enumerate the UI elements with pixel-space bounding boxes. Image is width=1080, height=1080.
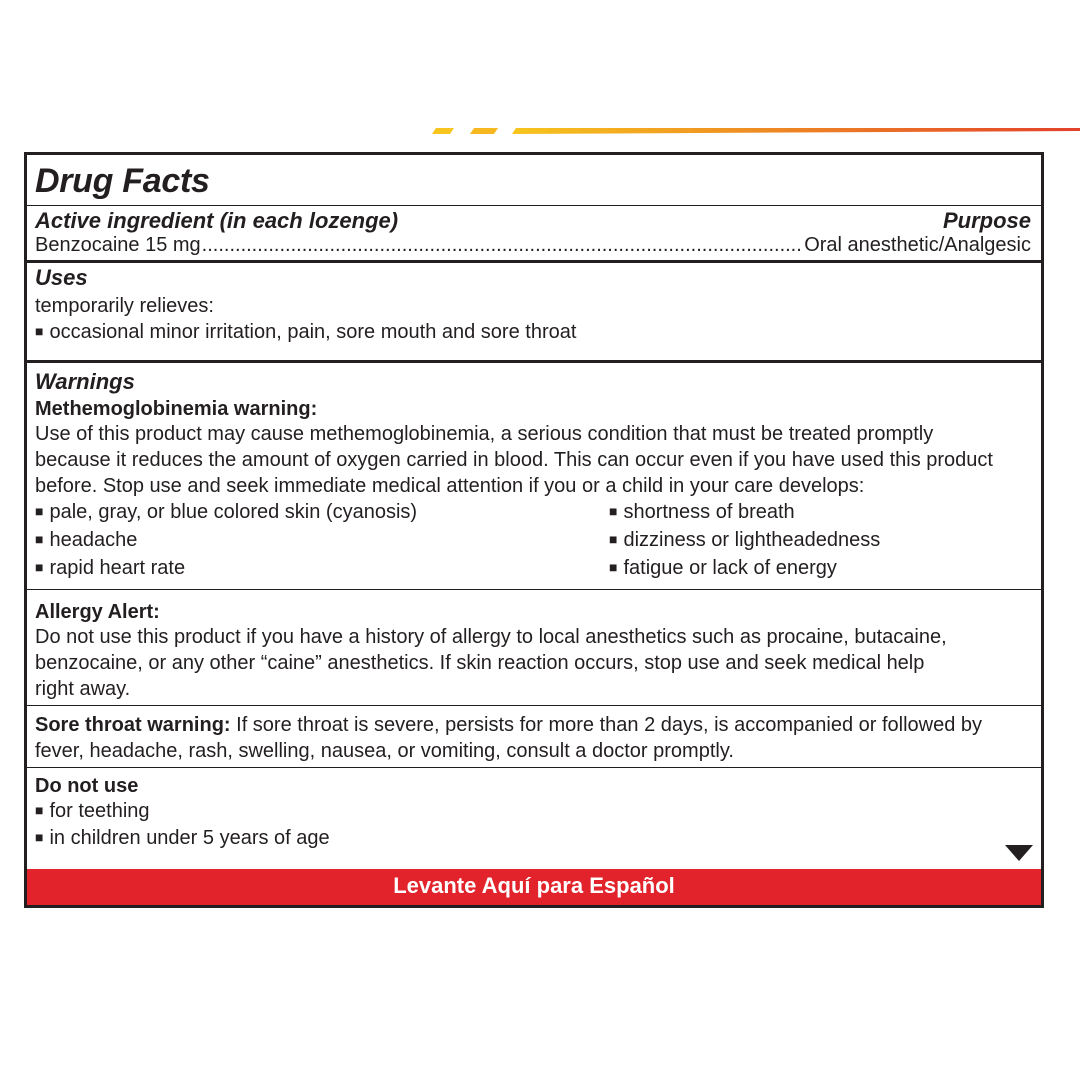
active-ingredient-section [27,205,1041,260]
symptom-item: ■ headache [35,527,609,555]
sore-throat-text: If sore throat is severe, persists for more than 2 days, is accompanied or followed by [230,714,983,736]
uses-section [27,260,1041,360]
uses-heading-text: Uses [35,265,88,290]
symptom-list [35,499,1031,583]
allergy-alert-section: Allergy Alert: Do not use this product if you have a history of allergy to local anesthetics such as procaine, butacaine, benzocaine, or any other “caine” anesthetics. If skin reaction occurs, stop use and seek medical help right away. [27,589,1041,705]
uses-intro: temporarily relieves: [35,295,214,317]
decorative-accent-stripe [432,128,1080,136]
warnings-heading: Warnings [35,369,135,394]
continue-arrow-icon [1005,845,1033,861]
warnings-section [27,360,1041,589]
sore-throat-heading: Sore throat warning: [35,714,231,736]
uses-item: ■ occasional minor irritation, pain, sore mouth and sore throat [35,319,1031,346]
symptom-item: ■ rapid heart rate [35,555,609,583]
ingredient-purpose: Oral anesthetic/Analgesic [804,234,1031,256]
drug-facts-panel [24,152,1044,908]
do-not-use-heading: Do not use [35,775,139,797]
ingredient-name: Benzocaine 15 mg [35,234,201,256]
do-not-use-section [27,767,1041,852]
do-not-use-item: ■ in children under 5 years of age [35,825,1031,852]
allergy-alert-heading: Allergy Alert: [35,601,160,623]
symptom-item: ■ shortness of breath [609,499,880,527]
symptom-item: ■ pale, gray, or blue colored skin (cyanosis) [35,499,609,527]
do-not-use-item: ■ for teething [35,798,1031,825]
symptom-item: ■ fatigue or lack of energy [609,555,880,583]
ingredient-row [35,234,1031,256]
active-ingredient-heading: Active ingredient (in each lozenge) [35,208,399,233]
methemoglobinemia-heading: Methemoglobinemia warning: [35,398,318,420]
spanish-banner: Levante Aquí para Español [27,869,1041,905]
sore-throat-section: Sore throat warning: If sore throat is severe, persists for more than 2 days, is accompanied or followed by fever, headache, rash, swelling, nausea, or vomiting, consult a doctor promptly. [27,705,1041,767]
leader-dots [202,234,804,256]
drug-facts-title: Drug Facts [35,162,210,200]
purpose-heading: Purpose [942,208,1031,233]
methemoglobinemia-text: Use of this product may cause methemoglobinemia, a serious condition that must be treated promptly because it reduces the amount of oxygen carried in blood. This can occur even if you have used this product before. Stop use and seek immediate medical attention if you or a child in your care develops: [35,423,993,497]
symptom-item: ■ dizziness or lightheadedness [609,527,880,555]
